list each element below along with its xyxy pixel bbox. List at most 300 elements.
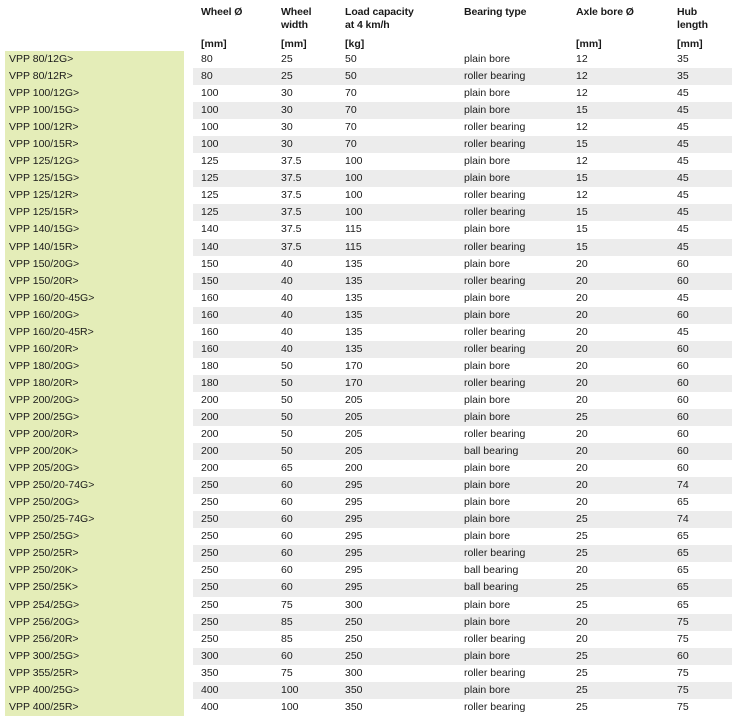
cell-wheel-diameter: 200 <box>201 445 219 458</box>
header-wheel-width: Wheel width <box>281 6 312 31</box>
cell-hub-length: 45 <box>677 223 689 236</box>
cell-wheel-width: 75 <box>281 666 293 679</box>
cell-bearing-type: roller bearing <box>464 70 526 83</box>
cell-bearing-type: plain bore <box>464 393 511 406</box>
cell-hub-length: 45 <box>677 172 689 185</box>
cell-wheel-width: 40 <box>281 257 293 270</box>
cell-bearing-type: plain bore <box>464 496 511 509</box>
cell-model: VPP 160/20-45R> <box>5 324 184 341</box>
cell-model: VPP 150/20G> <box>5 256 184 273</box>
table-row <box>0 665 737 682</box>
cell-load-capacity: 135 <box>345 308 363 321</box>
cell-wheel-width: 85 <box>281 632 293 645</box>
cell-hub-length: 60 <box>677 257 689 270</box>
row-band <box>193 102 732 119</box>
cell-bearing-type: roller bearing <box>464 632 526 645</box>
cell-axle-bore: 12 <box>576 155 588 168</box>
cell-wheel-diameter: 250 <box>201 632 219 645</box>
cell-axle-bore: 20 <box>576 359 588 372</box>
row-band <box>193 136 732 153</box>
cell-axle-bore: 20 <box>576 564 588 577</box>
cell-wheel-width: 25 <box>281 70 293 83</box>
cell-bearing-type: plain bore <box>464 155 511 168</box>
cell-model: VPP 250/25R> <box>5 545 184 562</box>
cell-wheel-diameter: 140 <box>201 223 219 236</box>
cell-axle-bore: 15 <box>576 104 588 117</box>
cell-load-capacity: 100 <box>345 206 363 219</box>
table-row <box>0 358 737 375</box>
cell-bearing-type: roller bearing <box>464 240 526 253</box>
cell-bearing-type: plain bore <box>464 462 511 475</box>
row-band <box>193 341 732 358</box>
cell-axle-bore: 25 <box>576 649 588 662</box>
cell-hub-length: 60 <box>677 342 689 355</box>
row-band <box>193 545 732 562</box>
cell-model: VPP 250/25-74G> <box>5 511 184 528</box>
cell-wheel-width: 100 <box>281 700 299 713</box>
cell-bearing-type: plain bore <box>464 87 511 100</box>
cell-wheel-diameter: 250 <box>201 496 219 509</box>
row-band <box>193 477 732 494</box>
cell-wheel-diameter: 150 <box>201 257 219 270</box>
row-band <box>193 460 732 477</box>
cell-bearing-type: ball bearing <box>464 581 519 594</box>
cell-bearing-type: plain bore <box>464 308 511 321</box>
table-row <box>0 187 737 204</box>
cell-hub-length: 45 <box>677 121 689 134</box>
cell-hub-length: 45 <box>677 189 689 202</box>
cell-bearing-type: plain bore <box>464 598 511 611</box>
cell-axle-bore: 20 <box>576 325 588 338</box>
cell-axle-bore: 20 <box>576 445 588 458</box>
row-band <box>193 68 732 85</box>
cell-hub-length: 45 <box>677 325 689 338</box>
cell-load-capacity: 100 <box>345 189 363 202</box>
cell-bearing-type: plain bore <box>464 223 511 236</box>
cell-load-capacity: 170 <box>345 359 363 372</box>
row-band <box>193 187 732 204</box>
cell-wheel-width: 50 <box>281 376 293 389</box>
row-band <box>193 562 732 579</box>
cell-wheel-diameter: 250 <box>201 513 219 526</box>
row-band <box>193 494 732 511</box>
table-row <box>0 290 737 307</box>
cell-load-capacity: 295 <box>345 547 363 560</box>
table-row <box>0 170 737 187</box>
cell-bearing-type: roller bearing <box>464 206 526 219</box>
cell-axle-bore: 20 <box>576 393 588 406</box>
cell-wheel-diameter: 100 <box>201 87 219 100</box>
cell-model: VPP 250/25K> <box>5 579 184 596</box>
cell-load-capacity: 300 <box>345 666 363 679</box>
row-band <box>193 392 732 409</box>
cell-axle-bore: 15 <box>576 172 588 185</box>
cell-model: VPP 200/20K> <box>5 443 184 460</box>
cell-bearing-type: roller bearing <box>464 700 526 713</box>
cell-bearing-type: plain bore <box>464 683 511 696</box>
cell-model: VPP 100/15G> <box>5 102 184 119</box>
row-band <box>193 699 732 716</box>
cell-wheel-width: 100 <box>281 683 299 696</box>
cell-wheel-diameter: 200 <box>201 410 219 423</box>
table-row <box>0 631 737 648</box>
table-row <box>0 392 737 409</box>
table-row <box>0 597 737 614</box>
row-band <box>193 597 732 614</box>
header-wheel-diameter-unit: [mm] <box>201 38 227 50</box>
cell-hub-length: 60 <box>677 376 689 389</box>
cell-axle-bore: 20 <box>576 462 588 475</box>
cell-wheel-width: 40 <box>281 291 293 304</box>
cell-axle-bore: 20 <box>576 496 588 509</box>
row-band <box>193 290 732 307</box>
cell-wheel-diameter: 250 <box>201 564 219 577</box>
row-band <box>193 358 732 375</box>
cell-wheel-diameter: 125 <box>201 206 219 219</box>
cell-wheel-width: 60 <box>281 513 293 526</box>
cell-wheel-width: 40 <box>281 342 293 355</box>
cell-hub-length: 75 <box>677 666 689 679</box>
cell-hub-length: 60 <box>677 308 689 321</box>
cell-wheel-width: 85 <box>281 615 293 628</box>
cell-load-capacity: 100 <box>345 172 363 185</box>
row-band <box>193 170 732 187</box>
cell-bearing-type: plain bore <box>464 257 511 270</box>
header-hub-length-unit: [mm] <box>677 38 703 50</box>
cell-model: VPP 160/20G> <box>5 307 184 324</box>
cell-axle-bore: 12 <box>576 70 588 83</box>
cell-wheel-width: 50 <box>281 359 293 372</box>
cell-axle-bore: 25 <box>576 683 588 696</box>
table-row <box>0 341 737 358</box>
cell-model: VPP 180/20G> <box>5 358 184 375</box>
cell-axle-bore: 20 <box>576 479 588 492</box>
row-band <box>193 273 732 290</box>
cell-model: VPP 100/15R> <box>5 136 184 153</box>
cell-axle-bore: 25 <box>576 700 588 713</box>
cell-load-capacity: 295 <box>345 564 363 577</box>
cell-bearing-type: plain bore <box>464 649 511 662</box>
cell-wheel-diameter: 400 <box>201 683 219 696</box>
table-row <box>0 204 737 221</box>
cell-wheel-width: 37.5 <box>281 240 302 253</box>
cell-bearing-type: roller bearing <box>464 189 526 202</box>
cell-axle-bore: 20 <box>576 291 588 304</box>
cell-axle-bore: 20 <box>576 342 588 355</box>
cell-load-capacity: 115 <box>345 223 362 236</box>
cell-bearing-type: roller bearing <box>464 274 526 287</box>
cell-bearing-type: plain bore <box>464 172 511 185</box>
row-band <box>193 324 732 341</box>
table-row <box>0 239 737 256</box>
row-band <box>193 256 732 273</box>
cell-wheel-width: 60 <box>281 649 293 662</box>
table-row <box>0 256 737 273</box>
cell-bearing-type: ball bearing <box>464 445 519 458</box>
cell-load-capacity: 70 <box>345 121 357 134</box>
cell-load-capacity: 135 <box>345 257 363 270</box>
cell-axle-bore: 12 <box>576 189 588 202</box>
cell-axle-bore: 20 <box>576 428 588 441</box>
cell-hub-length: 60 <box>677 359 689 372</box>
cell-axle-bore: 15 <box>576 240 588 253</box>
cell-wheel-diameter: 250 <box>201 615 219 628</box>
cell-bearing-type: plain bore <box>464 479 511 492</box>
cell-axle-bore: 25 <box>576 410 588 423</box>
cell-load-capacity: 135 <box>345 274 363 287</box>
cell-wheel-diameter: 160 <box>201 342 219 355</box>
cell-wheel-diameter: 250 <box>201 598 219 611</box>
cell-wheel-diameter: 160 <box>201 291 219 304</box>
cell-model: VPP 100/12R> <box>5 119 184 136</box>
cell-wheel-width: 30 <box>281 87 293 100</box>
cell-model: VPP 160/20R> <box>5 341 184 358</box>
row-band <box>193 631 732 648</box>
table-row <box>0 460 737 477</box>
cell-wheel-diameter: 140 <box>201 240 219 253</box>
cell-load-capacity: 100 <box>345 155 363 168</box>
header-axle-bore: Axle bore Ø <box>576 6 634 18</box>
cell-hub-length: 65 <box>677 581 689 594</box>
cell-hub-length: 65 <box>677 598 689 611</box>
cell-model: VPP 250/20K> <box>5 562 184 579</box>
cell-hub-length: 75 <box>677 632 689 645</box>
cell-wheel-width: 50 <box>281 393 293 406</box>
cell-hub-length: 65 <box>677 547 689 560</box>
row-band <box>193 511 732 528</box>
cell-hub-length: 45 <box>677 240 689 253</box>
cell-wheel-diameter: 80 <box>201 70 213 83</box>
table-row <box>0 51 737 68</box>
cell-load-capacity: 50 <box>345 70 357 83</box>
cell-wheel-diameter: 180 <box>201 376 219 389</box>
cell-wheel-width: 60 <box>281 547 293 560</box>
cell-wheel-width: 60 <box>281 581 293 594</box>
table-row <box>0 375 737 392</box>
table-row <box>0 153 737 170</box>
row-band <box>193 204 732 221</box>
cell-bearing-type: plain bore <box>464 53 511 65</box>
cell-bearing-type: plain bore <box>464 104 511 117</box>
cell-wheel-diameter: 300 <box>201 649 219 662</box>
cell-load-capacity: 70 <box>345 87 357 100</box>
table-row <box>0 102 737 119</box>
cell-wheel-diameter: 100 <box>201 121 219 134</box>
cell-wheel-diameter: 160 <box>201 325 219 338</box>
cell-wheel-width: 25 <box>281 53 293 65</box>
cell-hub-length: 74 <box>677 513 689 526</box>
cell-load-capacity: 50 <box>345 53 357 65</box>
table-row <box>0 579 737 596</box>
table-row <box>0 494 737 511</box>
row-band <box>193 614 732 631</box>
table-row <box>0 221 737 238</box>
cell-model: VPP 205/20G> <box>5 460 184 477</box>
row-band <box>193 221 732 238</box>
cell-hub-length: 60 <box>677 445 689 458</box>
cell-axle-bore: 15 <box>576 138 588 151</box>
cell-model: VPP 200/20G> <box>5 392 184 409</box>
cell-wheel-diameter: 180 <box>201 359 219 372</box>
cell-bearing-type: roller bearing <box>464 342 526 355</box>
row-band <box>193 579 732 596</box>
cell-axle-bore: 20 <box>576 274 588 287</box>
cell-wheel-width: 50 <box>281 428 293 441</box>
cell-model: VPP 140/15R> <box>5 239 184 256</box>
cell-axle-bore: 12 <box>576 87 588 100</box>
cell-wheel-width: 75 <box>281 598 293 611</box>
row-band <box>193 528 732 545</box>
row-band <box>193 443 732 460</box>
cell-wheel-diameter: 100 <box>201 138 219 151</box>
cell-model: VPP 140/15G> <box>5 221 184 238</box>
cell-wheel-width: 60 <box>281 479 293 492</box>
cell-wheel-width: 65 <box>281 462 293 475</box>
cell-hub-length: 60 <box>677 393 689 406</box>
cell-wheel-diameter: 250 <box>201 479 219 492</box>
cell-model: VPP 200/25G> <box>5 409 184 426</box>
table-row <box>0 307 737 324</box>
cell-load-capacity: 70 <box>345 104 357 117</box>
cell-bearing-type: plain bore <box>464 291 511 304</box>
cell-hub-length: 65 <box>677 496 689 509</box>
cell-load-capacity: 205 <box>345 445 363 458</box>
header-load-capacity: Load capacity at 4 km/h <box>345 6 414 31</box>
cell-load-capacity: 200 <box>345 462 363 475</box>
cell-wheel-diameter: 80 <box>201 53 213 65</box>
cell-axle-bore: 25 <box>576 598 588 611</box>
row-band <box>193 119 732 136</box>
row-band <box>193 409 732 426</box>
cell-hub-length: 75 <box>677 683 689 696</box>
table-row <box>0 511 737 528</box>
table-body <box>0 51 737 716</box>
row-band <box>193 153 732 170</box>
cell-model: VPP 250/20-74G> <box>5 477 184 494</box>
cell-load-capacity: 295 <box>345 496 363 509</box>
cell-axle-bore: 20 <box>576 632 588 645</box>
table-row <box>0 426 737 443</box>
cell-bearing-type: roller bearing <box>464 428 526 441</box>
cell-hub-length: 65 <box>677 564 689 577</box>
cell-axle-bore: 20 <box>576 615 588 628</box>
cell-load-capacity: 135 <box>345 342 363 355</box>
cell-load-capacity: 295 <box>345 479 363 492</box>
cell-model: VPP 256/20G> <box>5 614 184 631</box>
cell-wheel-diameter: 150 <box>201 274 219 287</box>
cell-hub-length: 60 <box>677 462 689 475</box>
cell-bearing-type: roller bearing <box>464 376 526 389</box>
cell-bearing-type: plain bore <box>464 530 511 543</box>
cell-model: VPP 355/25R> <box>5 665 184 682</box>
row-band <box>193 426 732 443</box>
table-row <box>0 119 737 136</box>
cell-wheel-width: 60 <box>281 564 293 577</box>
cell-model: VPP 180/20R> <box>5 375 184 392</box>
cell-hub-length: 60 <box>677 649 689 662</box>
cell-wheel-diameter: 250 <box>201 530 219 543</box>
cell-load-capacity: 205 <box>345 393 363 406</box>
cell-hub-length: 45 <box>677 155 689 168</box>
cell-load-capacity: 300 <box>345 598 363 611</box>
cell-hub-length: 60 <box>677 428 689 441</box>
row-band <box>193 307 732 324</box>
table-row <box>0 68 737 85</box>
cell-load-capacity: 70 <box>345 138 357 151</box>
cell-axle-bore: 20 <box>576 376 588 389</box>
table-row <box>0 324 737 341</box>
cell-load-capacity: 295 <box>345 513 363 526</box>
cell-wheel-diameter: 400 <box>201 700 219 713</box>
cell-axle-bore: 20 <box>576 308 588 321</box>
cell-load-capacity: 250 <box>345 632 363 645</box>
cell-model: VPP 250/20G> <box>5 494 184 511</box>
table-row <box>0 682 737 699</box>
cell-hub-length: 74 <box>677 479 689 492</box>
table-row <box>0 648 737 665</box>
row-band <box>193 85 732 102</box>
header-bearing-type: Bearing type <box>464 6 527 18</box>
cell-wheel-width: 30 <box>281 104 293 117</box>
cell-model: VPP 256/20R> <box>5 631 184 648</box>
cell-wheel-diameter: 250 <box>201 547 219 560</box>
cell-load-capacity: 350 <box>345 700 363 713</box>
cell-hub-length: 45 <box>677 291 689 304</box>
cell-model: VPP 400/25R> <box>5 699 184 716</box>
cell-load-capacity: 250 <box>345 649 363 662</box>
cell-wheel-diameter: 200 <box>201 393 219 406</box>
cell-model: VPP 125/15G> <box>5 170 184 187</box>
cell-model: VPP 250/25G> <box>5 528 184 545</box>
header-hub-length: Hub length <box>677 6 708 31</box>
header-load-capacity-unit: [kg] <box>345 38 365 50</box>
table-row <box>0 273 737 290</box>
cell-model: VPP 80/12G> <box>5 51 184 68</box>
table-row <box>0 477 737 494</box>
cell-bearing-type: roller bearing <box>464 138 526 151</box>
cell-hub-length: 45 <box>677 206 689 219</box>
cell-bearing-type: ball bearing <box>464 564 519 577</box>
cell-bearing-type: roller bearing <box>464 325 526 338</box>
row-band <box>193 51 732 68</box>
cell-hub-length: 75 <box>677 700 689 713</box>
cell-wheel-diameter: 160 <box>201 308 219 321</box>
table-row <box>0 136 737 153</box>
row-band <box>193 648 732 665</box>
cell-wheel-width: 37.5 <box>281 189 302 202</box>
cell-wheel-width: 30 <box>281 138 293 151</box>
row-band <box>193 682 732 699</box>
header-wheel-width-unit: [mm] <box>281 38 307 50</box>
cell-axle-bore: 12 <box>576 53 588 65</box>
cell-wheel-width: 37.5 <box>281 155 302 168</box>
cell-bearing-type: roller bearing <box>464 547 526 560</box>
cell-wheel-width: 30 <box>281 121 293 134</box>
cell-model: VPP 200/20R> <box>5 426 184 443</box>
cell-load-capacity: 295 <box>345 581 363 594</box>
table-row <box>0 409 737 426</box>
cell-wheel-diameter: 250 <box>201 581 219 594</box>
table-row <box>0 562 737 579</box>
cell-wheel-width: 50 <box>281 410 293 423</box>
cell-model: VPP 125/12R> <box>5 187 184 204</box>
table-row <box>0 443 737 460</box>
cell-load-capacity: 350 <box>345 683 363 696</box>
cell-load-capacity: 135 <box>345 325 363 338</box>
cell-load-capacity: 115 <box>345 240 362 253</box>
table-row <box>0 545 737 562</box>
cell-bearing-type: roller bearing <box>464 666 526 679</box>
